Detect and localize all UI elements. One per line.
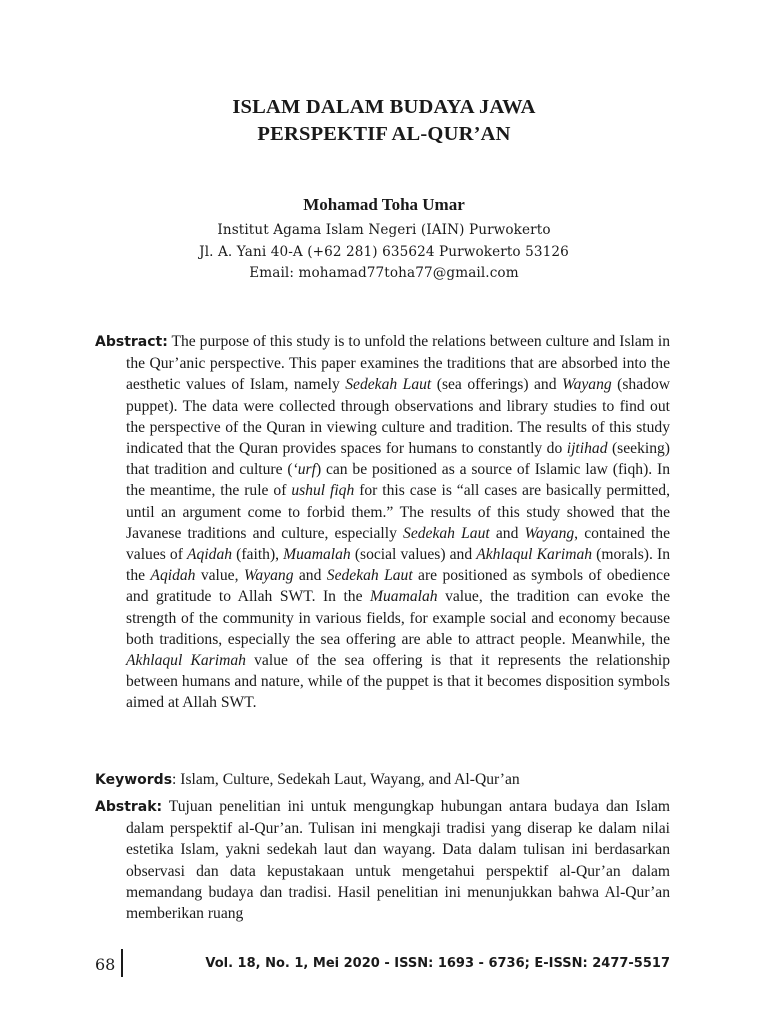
abstract-italic-term: Muamalah <box>283 546 351 564</box>
abstract-italic-term: ‘urf <box>292 461 316 479</box>
journal-info: Vol. 18, No. 1, Mei 2020 - ISSN: 1693 - 6736; E-ISSN: 2477-5517 <box>205 956 670 971</box>
abstract-italic-term: Akhlaqul Karimah <box>476 546 593 564</box>
abstract-italic-term: Aqidah <box>150 567 196 585</box>
page-number: 68 <box>95 955 116 974</box>
abstract-text-run: , contained the values of <box>126 524 670 564</box>
abstract-text-run: (seeking) that tradition and culture ( <box>126 440 671 479</box>
affiliation-institution: Institut Agama Islam Negeri (IAIN) Purwokerto <box>217 222 551 238</box>
abstract-italic-term: Sedekah Laut <box>326 567 413 585</box>
page-footer <box>0 955 768 979</box>
abstrak-label: Abstrak: <box>95 799 163 815</box>
paper-title <box>0 94 768 148</box>
footer-divider <box>121 949 123 977</box>
abstract-italic-term: Wayang <box>243 567 294 585</box>
abstract-text-run: (faith), <box>232 546 284 564</box>
keywords-label: Keywords <box>95 772 173 788</box>
abstract-text-run: value, <box>195 567 244 585</box>
abstract-italic-term: Wayang <box>524 524 575 542</box>
abstract-text-run: (shadow puppet). The data were collected through observations and library studies to find out the perspective of the Quran in viewing culture and tradition. The results of this study indicated that the Quran provides spaces for humans to constantly do <box>126 376 671 458</box>
abstract-text-run: are positioned as symbols of obedience and gratitude to Allah SWT. In the <box>126 567 671 606</box>
author-name: Mohamad Toha Umar <box>303 195 465 214</box>
title-line-1: ISLAM DALAM BUDAYA JAWA <box>232 96 536 118</box>
abstract-text-run: (morals). In the <box>126 546 670 585</box>
abstract-text-run: and <box>489 524 525 542</box>
abstract-section <box>95 331 670 714</box>
abstract-italic-term: ushul fiqh <box>291 482 355 500</box>
abstract-text-run: for this case is “all cases are basically permitted, until an argument come to forbid them.” The results of this study showed that the Javanese traditions and culture, especially <box>126 482 670 542</box>
abstract-italic-term: Akhlaqul Karimah <box>126 652 246 670</box>
abstract-text-run: (sea offerings) and <box>431 376 563 394</box>
abstrak-text: Tujuan penelitian ini untuk mengungkap hubungan antara budaya dan Islam dalam perspektif al-Qur’an. Tulisan ini mengkaji tradisi yang diserap ke dalam nilai estetika Islam, yakni sedekah laut dan wayang. Data dalam tulisan ini berdasarkan observasi dan data kepustakaan untuk mengetahui perspektif al-Qur’an dalam memandang budaya dan tradisi. Hasil penelitian ini menunjukkan bahwa Al-Qur’an memberikan ruang <box>126 798 670 923</box>
keywords-text: : Islam, Culture, Sedekah Laut, Wayang, and Al-Qur’an <box>172 771 520 788</box>
abstract-italic-term: Sedekah Laut <box>403 524 490 542</box>
abstract-text-run: value of the sea offering is that it represents the relationship between humans and nature, while of the puppet is that it becomes disposition symbols aimed at Allah SWT. <box>126 652 670 712</box>
abstract-italic-term: Wayang <box>562 376 612 394</box>
abstract-italic-term: ijtihad <box>566 440 608 458</box>
abstrak-section <box>95 796 670 924</box>
abstract-paragraph <box>95 331 670 714</box>
title-line-2: PERSPEKTIF AL-QUR’AN <box>257 123 511 145</box>
keywords-section <box>95 769 670 791</box>
abstract-text-run: The purpose of this study is to unfold the relations between culture and Islam in the Qur’anic perspective. This paper examines the traditions that are absorbed into the aesthetic values of Islam, namely <box>126 333 670 394</box>
abstract-text <box>126 333 670 711</box>
abstract-text-run: and <box>293 567 327 585</box>
abstract-italic-term: Aqidah <box>187 546 233 564</box>
author-affiliation <box>0 220 768 285</box>
abstract-label: Abstract: <box>95 334 168 350</box>
abstract-italic-term: Muamalah <box>370 588 438 606</box>
abstract-text-run: (social values) and <box>350 546 477 564</box>
abstract-italic-term: Sedekah Laut <box>345 376 432 394</box>
affiliation-email: Email: mohamad77toha77@gmail.com <box>249 265 519 281</box>
abstract-text-run: value, the tradition can evoke the strength of the community in various fields, for example social and economy because both traditions, especially the sea offering are able to attract people. Meanwhile, the <box>126 588 670 648</box>
affiliation-address: Jl. A. Yani 40-A (+62 281) 635624 Purwokerto 53126 <box>199 243 569 260</box>
abstract-text-run: ) can be positioned as a source of Islamic law (fiqh). In the meantime, the rule of <box>126 461 670 500</box>
